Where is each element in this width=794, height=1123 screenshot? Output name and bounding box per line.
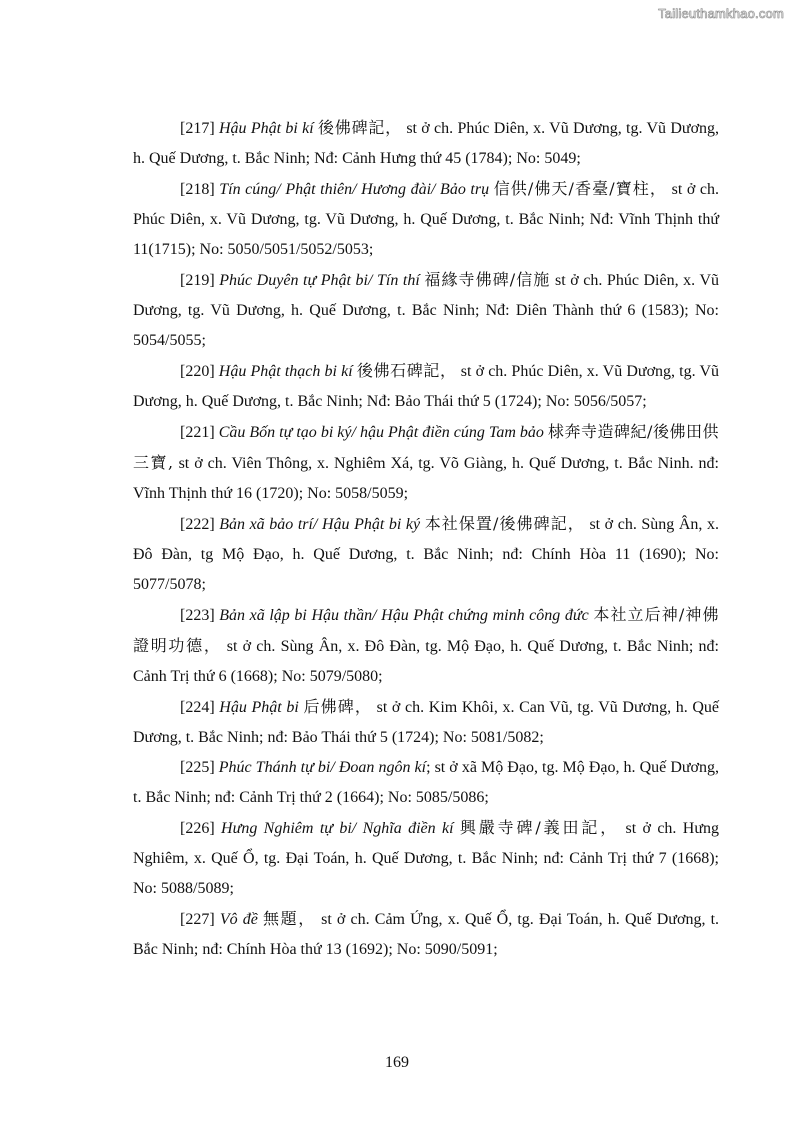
entry-title: Tín cúng/ Phật thiên/ Hương đài/ Bảo trụ <box>219 181 490 198</box>
entry-details: st ở ch. Phúc Diên, x. Vũ Dương, tg. Vũ Dương, h. Quế Dương, t. Bắc Ninh; Nđ: Vĩnh Thịnh thứ 11(1715); No: 5050/5051/5052/5053; <box>133 181 720 258</box>
entry-han-title: 梂奔寺造碑紀/後佛田供三寶, <box>133 422 720 472</box>
entry-details: st ở ch. Sùng Ân, x. Đô Đàn, tg Mộ Đạo, h. Quế Dương, t. Bắc Ninh; nđ: Chính Hòa 11 (1690); No: 5077/5078; <box>133 516 720 593</box>
entry-han-title: 後佛石碑記， <box>356 361 457 380</box>
entry-number: [217] <box>180 120 215 137</box>
page-number: 169 <box>385 1054 409 1071</box>
entry-details: st ở ch. Kim Khôi, x. Can Vũ, tg. Vũ Dương, h. Quế Dương, t. Bắc Ninh; nđ: Bảo Thái thứ 5 (1724); No: 5081/5082; <box>133 699 720 746</box>
entry-number: [225] <box>180 759 215 776</box>
entry-title: Hậu Phật bi kí <box>218 120 314 137</box>
entry-number: [227] <box>180 911 215 928</box>
bibliography-entry-227 <box>133 904 719 965</box>
entry-number: [223] <box>180 607 215 624</box>
watermark: Tailieuthamkhao.com <box>658 6 784 21</box>
bibliography-entry-220 <box>133 356 719 417</box>
entry-title: Hưng Nghiêm tự bi/ Nghĩa điền kí <box>221 820 454 837</box>
entry-details: st ở ch. Phúc Diên, x. Vũ Dương, tg. Vũ Dương, h. Quế Dương, t. Bắc Ninh; Nđ: Bảo Thái thứ 5 (1724); No: 5056/5057; <box>133 363 720 410</box>
bibliography-entry-221 <box>133 417 719 509</box>
entry-han-title: 無題， <box>263 909 316 928</box>
bibliography-entry-225 <box>133 753 719 813</box>
bibliography-entry-224 <box>133 692 719 753</box>
entry-title: Bản xã bảo trí/ Hậu Phật bi ký <box>219 516 421 533</box>
entry-title: Phúc Thánh tự bi/ Đoan ngôn kí <box>218 759 427 776</box>
entry-number: [226] <box>180 820 215 837</box>
bibliography-entry-217 <box>133 113 719 174</box>
entry-details: st ở ch. Cảm Ứng, x. Quế Ổ, tg. Đại Toán, h. Quế Dương, t. Bắc Ninh; nđ: Chính Hòa thứ 13 (1692); No: 5090/5091; <box>133 911 720 958</box>
entry-details: st ở ch. Viên Thông, x. Nghiêm Xá, tg. Võ Giàng, h. Quế Dương, t. Bắc Ninh. nđ: Vĩnh Thịnh thứ 16 (1720); No: 5058/5059; <box>133 455 720 502</box>
entry-details: ; st ở xã Mộ Đạo, tg. Mộ Đạo, h. Quế Dương, t. Bắc Ninh; nđ: Cảnh Trị thứ 2 (1664); No: 5085/5086; <box>133 759 720 806</box>
entry-title: Phúc Duyên tự Phật bi/ Tín thí <box>219 272 420 289</box>
entry-details: st ở ch. Hưng Nghiêm, x. Quế Ổ, tg. Đại Toán, h. Quế Dương, t. Bắc Ninh; nđ: Cảnh Trị thứ 7 (1668); No: 5088/5089; <box>133 820 720 897</box>
entry-number: [224] <box>180 699 215 716</box>
entry-number: [219] <box>180 272 215 289</box>
entry-han-title: 後佛碑記， <box>317 118 402 137</box>
bibliography-entry-218 <box>133 174 719 265</box>
entry-han-title: 后佛碑， <box>303 697 372 716</box>
entry-title: Hậu Phật bi <box>219 699 299 716</box>
bibliography-entry-222 <box>133 509 719 600</box>
entry-title: Bản xã lập bi Hậu thần/ Hậu Phật chứng minh công đức <box>219 607 589 624</box>
entry-number: [220] <box>180 363 215 380</box>
entry-number: [222] <box>180 516 215 533</box>
bibliography-list <box>133 113 719 965</box>
entry-han-title: 興嚴寺碑/義田記， <box>459 818 620 837</box>
entry-details: st ở ch. Phúc Diên, x. Vũ Dương, tg. Vũ Dương, h. Quế Dương, t. Bắc Ninh; Nđ: Cảnh Hưng thứ 45 (1784); No: 5049; <box>133 120 720 167</box>
entry-number: [218] <box>180 181 215 198</box>
entry-title: Hậu Phật thạch bi kí <box>218 363 353 380</box>
entry-details: st ở ch. Sùng Ân, x. Đô Đàn, tg. Mộ Đạo, h. Quế Dương, t. Bắc Ninh; nđ: Cảnh Trị thứ 6 (1668); No: 5079/5080; <box>133 638 720 685</box>
bibliography-entry-223 <box>133 600 719 692</box>
entry-han-title: 福緣寺佛碑/信施 <box>424 270 551 289</box>
entry-title: Vô đề <box>219 911 258 928</box>
entry-han-title: 信供/佛天/香臺/寶柱， <box>493 179 667 198</box>
entry-han-title: 本社保置/後佛碑記， <box>424 514 585 533</box>
entry-han-title: 本社立后神/神佛證明功德， <box>133 605 719 655</box>
bibliography-entry-219 <box>133 265 719 356</box>
entry-number: [221] <box>180 424 215 441</box>
entry-title: Cầu Bốn tự tạo bi ký/ hậu Phật điền cúng Tam bảo <box>218 424 544 441</box>
bibliography-entry-226 <box>133 813 719 904</box>
entry-details: st ở ch. Phúc Diên, x. Vũ Dương, tg. Vũ Dương, h. Quế Dương, t. Bắc Ninh; Nđ: Diên Thành thứ 6 (1583); No: 5054/5055; <box>133 272 720 349</box>
